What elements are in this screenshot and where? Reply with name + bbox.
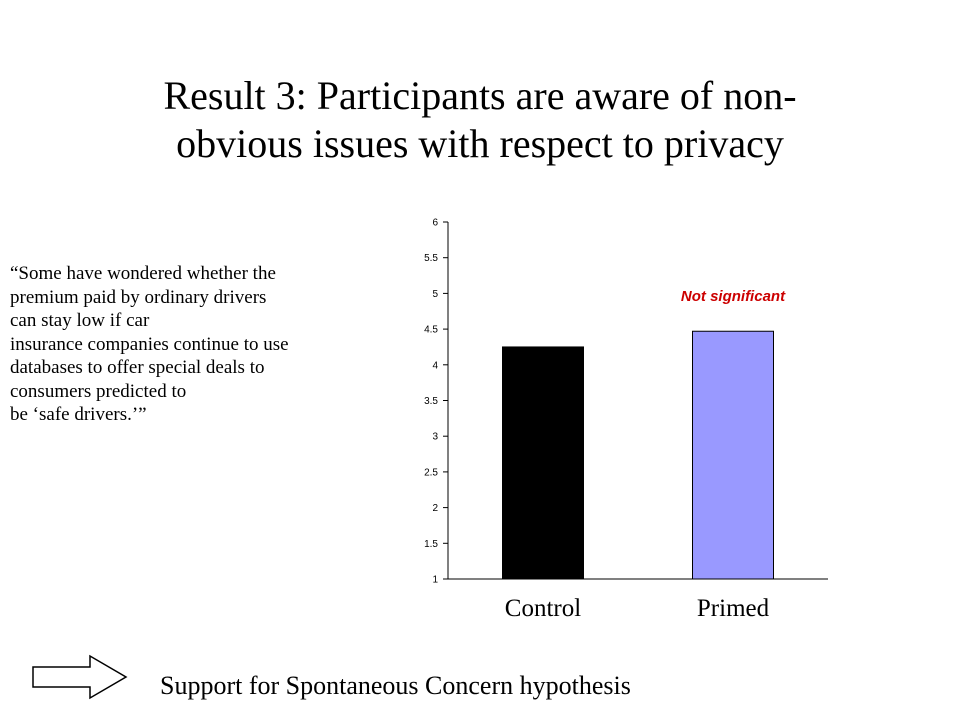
- quote-line: be ‘safe drivers.’”: [10, 404, 147, 425]
- quote-line: premium paid by ordinary drivers: [10, 286, 267, 308]
- quote-line: “Some have wondered whether the: [10, 263, 276, 284]
- significance-annotation: Not significant: [680, 288, 786, 306]
- slide-title: [60, 72, 900, 168]
- y-tick-label: 4.5: [424, 324, 438, 336]
- y-tick-label: 1.5: [424, 538, 438, 550]
- quote-line: databases to offer special deals to: [10, 357, 265, 378]
- quote-line: can stay low if car: [10, 310, 150, 331]
- y-tick-label: 1: [432, 574, 438, 586]
- slide-title-line-1: Result 3: Participants are aware of non-: [163, 73, 797, 118]
- bar-primed: [693, 331, 774, 579]
- slide-title-line-2: obvious issues with respect to privacy: [176, 121, 784, 166]
- quote-text: [10, 262, 380, 427]
- y-tick-label: 2.5: [424, 467, 438, 479]
- category-label: Primed: [696, 595, 770, 622]
- y-tick-label: 5.5: [424, 253, 438, 265]
- y-tick-label: 2: [432, 503, 438, 515]
- category-label: Control: [504, 595, 582, 622]
- y-tick-label: 6: [432, 217, 438, 229]
- bar-control: [503, 347, 584, 579]
- quote-line: insurance companies continue to use: [10, 333, 289, 355]
- right-arrow-outline-icon: [30, 654, 130, 700]
- y-tick-label: 4: [432, 360, 438, 372]
- bar-chart: [400, 205, 840, 625]
- y-tick-label: 3: [432, 431, 438, 443]
- y-tick-label: 3.5: [424, 396, 438, 407]
- conclusion-text: Support for Spontaneous Concern hypothesis: [160, 671, 631, 700]
- quote-line: consumers predicted to: [10, 380, 187, 402]
- y-tick-label: 5: [432, 288, 438, 300]
